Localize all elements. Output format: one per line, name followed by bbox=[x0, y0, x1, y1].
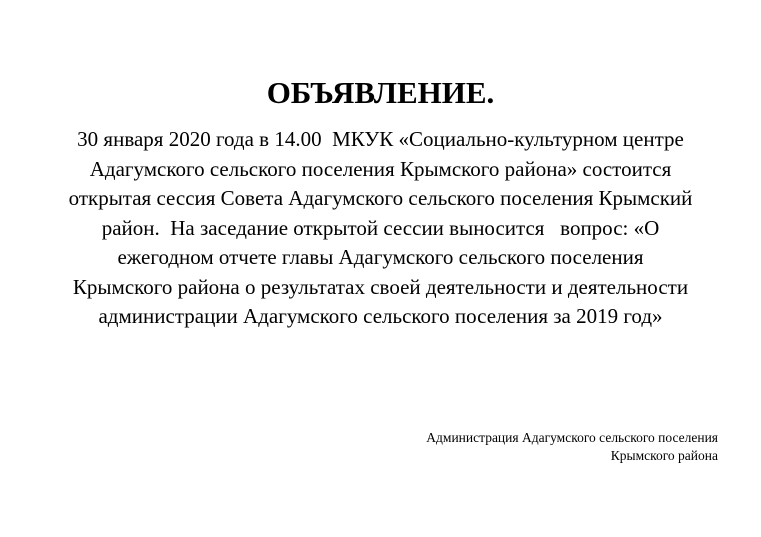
body-line: район. На заседание открытой сессии выносится вопрос: «О bbox=[101, 215, 660, 240]
body-line: Адагумского сельского поселения Крымского района» состоится bbox=[89, 156, 672, 181]
body-line: Крымского района о результатах своей деятельности и деятельности bbox=[72, 274, 689, 299]
body-line: ежегодном отчете главы Адагумского сельского поселения bbox=[117, 245, 644, 269]
announcement-body bbox=[0, 125, 761, 332]
body-line: открытая сессия Совета Адагумского сельского поселения Крымский bbox=[68, 186, 693, 210]
announcement-title: ОБЪЯВЛЕНИЕ. bbox=[266, 75, 495, 110]
body-line: администрации Адагумского сельского поселения за 2019 год» bbox=[98, 304, 663, 328]
signature-district: Крымского района bbox=[610, 448, 718, 463]
body-line: 30 января 2020 года в 14.00 МКУК «Социально-культурном центре bbox=[77, 127, 684, 151]
signature-block bbox=[426, 429, 718, 465]
signature-organization: Администрация Адагумского сельского поселения bbox=[426, 430, 718, 445]
